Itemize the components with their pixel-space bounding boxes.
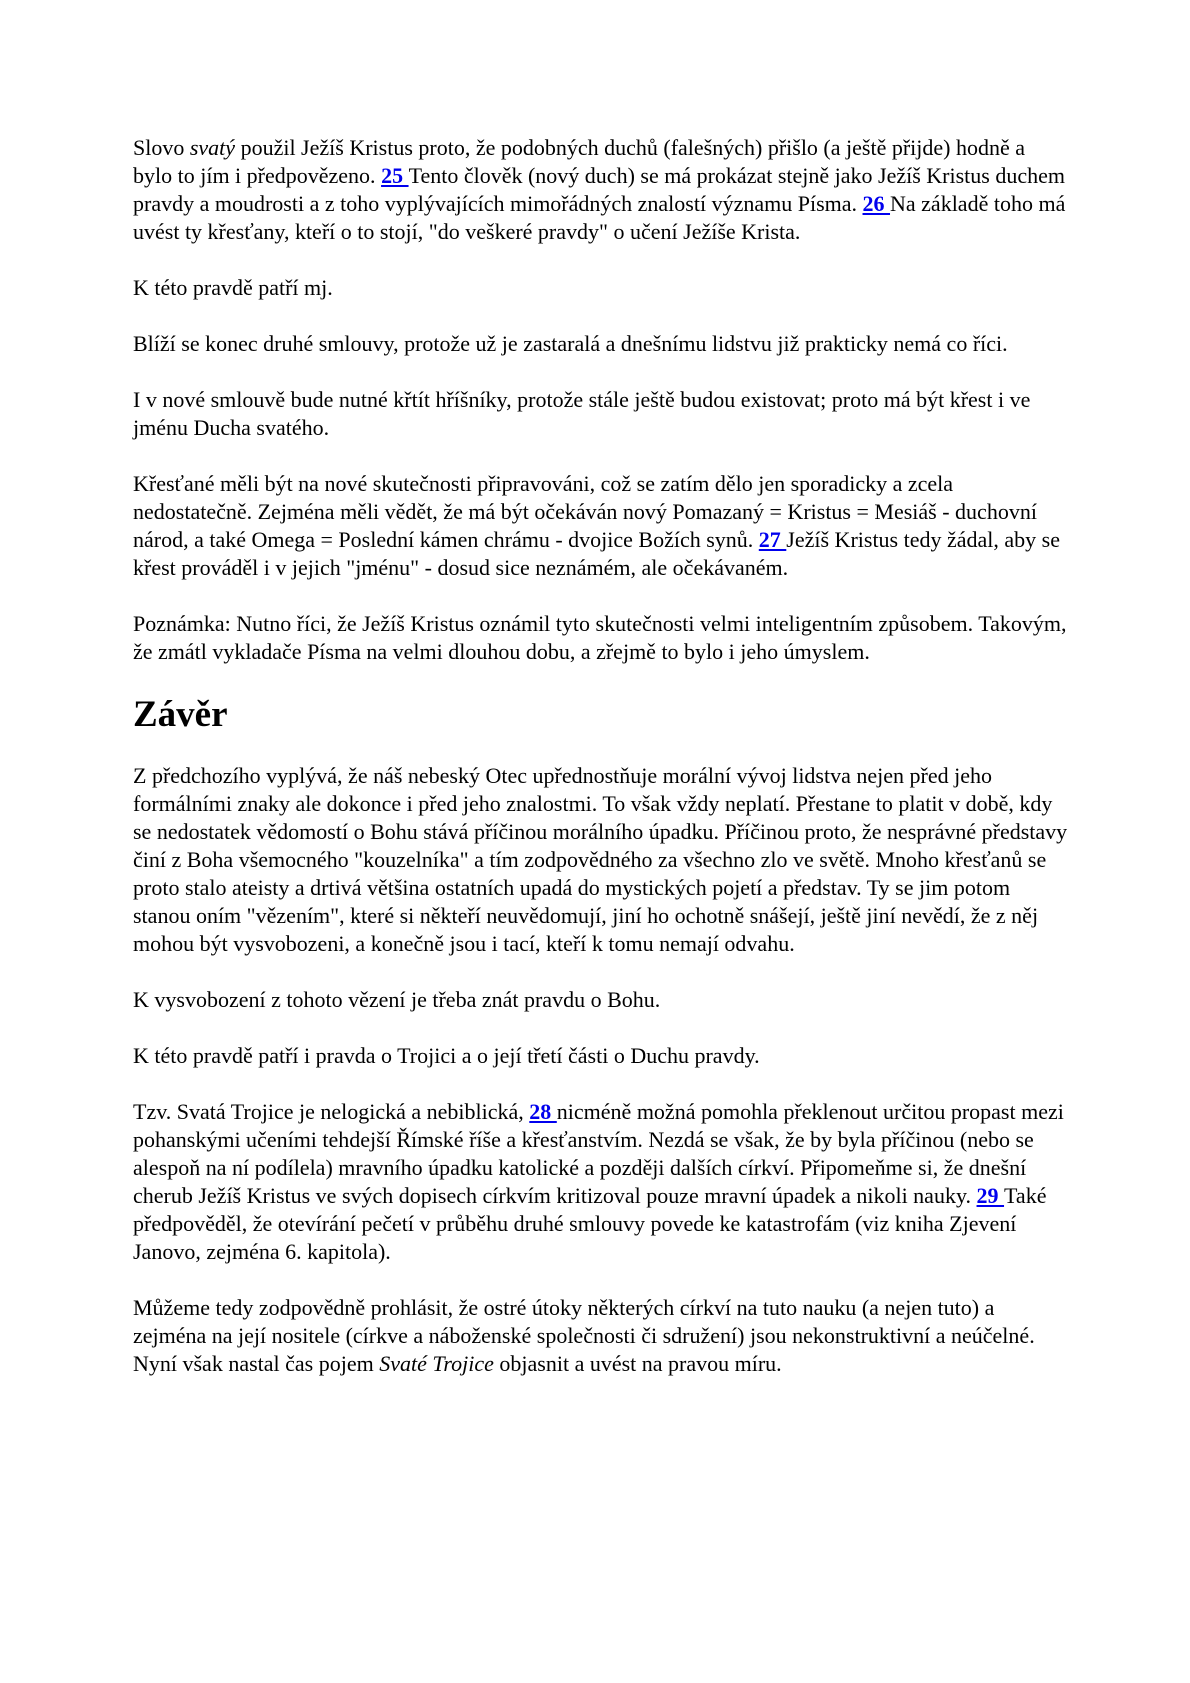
paragraph-slovo-svaty	[133, 134, 1068, 246]
paragraph-krestane-pripravovani	[133, 470, 1068, 582]
italic-run: Svaté Trojice	[379, 1351, 494, 1376]
text-run: objasnit a uvést na pravou míru.	[493, 1351, 782, 1376]
footnote-link-28[interactable]: 28	[529, 1099, 557, 1124]
text-run: K této pravdě patří i pravda o Trojici a o její třetí části o Duchu pravdy.	[133, 1043, 760, 1068]
text-run: Ježíš Kristus tedy žádal, aby se křest prováděl i v jejich "jménu" - dosud sice neznámém, ale očekávaném.	[133, 527, 1060, 580]
text-run: Můžeme tedy zodpovědně prohlásit, že ostré útoky některých církví na tuto nauku (a nejen tuto) a zejména na její nositele (církve a náboženské společnosti či sdružení) jsou nekonstruktivní a neúčelné. Nyní však nastal čas pojem	[133, 1295, 1035, 1376]
paragraph-k-teto-pravde	[133, 274, 1068, 302]
text-run: Poznámka: Nutno říci, že Ježíš Kristus oznámil tyto skutečnosti velmi inteligentním způsobem. Takovým, že zmátl vykladače Písma na velmi dlouhou dobu, a zřejmě to bylo i jeho úmyslem.	[133, 611, 1067, 664]
text-run: Z předchozího vyplývá, že náš nebeský Otec upřednostňuje morální vývoj lidstva nejen před jeho formálními znaky ale dokonce i před jeho znalostmi. To však vždy neplatí. Přestane to platit v době, kdy se nedostatek vědomostí o Bohu stává příčinou morálního úpadku. Příčinou proto, že nesprávné představy činí z Boha všemocného "kouzelníka" a tím zodpovědného za všechno zlo ve světě. Mnoho křesťanů se proto stalo ateisty a drtivá většina ostatních upadá do mystických pojetí a představ. Ty se jim potom stanou oním "vězením", které si někteří neuvědomují, jiní ho ochotně snášejí, ještě jiní nevědí, že z něj mohou být vysvobozeni, a konečně jsou i tací, kteří k tomu nemají odvahu.	[133, 763, 1068, 956]
text-run: použil Ježíš Kristus proto, že podobných duchů (falešných) přišlo (a ještě přijde) hodně a bylo to jím i předpovězeno.	[133, 135, 1026, 188]
paragraph-pravda-o-trojici	[133, 1042, 1068, 1070]
section-heading-zaver: Závěr	[133, 694, 228, 735]
paragraph-zaverecne-prohlaseni	[133, 1294, 1068, 1378]
footnote-link-25[interactable]: 25	[381, 163, 409, 188]
text-run: Slovo	[133, 135, 190, 160]
text-run: nicméně možná pomohla překlenout určitou propast mezi pohanskými učeními tehdejší Římské říše a křesťanstvím. Nezdá se však, že by byla příčinou (nebo se alespoň na ní podílela) mravního úpadku katolické a později dalších církví. Připomeňme si, že dnešní cherub Ježíš Kristus ve svých dopisech církvím kritizoval pouze mravní úpadek a nikoli nauky.	[133, 1099, 1064, 1208]
paragraph-konec-druhe-smlouvy	[133, 330, 1068, 358]
paragraph-svata-trojice	[133, 1098, 1068, 1266]
text-run: Tzv. Svatá Trojice je nelogická a nebiblická,	[133, 1099, 530, 1124]
text-run: Také předpověděl, že otevírání pečetí v průběhu druhé smlouvy povede ke katastrofám (viz kniha Zjevení Janovo, zejména 6. kapitola).	[133, 1183, 1047, 1264]
italic-run: svatý	[189, 135, 236, 160]
paragraph-vysvobozeni	[133, 986, 1068, 1014]
text-run: I v nové smlouvě bude nutné křtít hříšníky, protože stále ještě budou existovat; proto má být křest i ve jménu Ducha svatého.	[133, 387, 1031, 440]
footnote-link-27[interactable]: 27	[758, 527, 787, 552]
text-run: Křesťané měli být na nové skutečnosti připravováni, což se zatím dělo jen sporadicky a zcela nedostatečně. Zejména měli vědět, že má být očekáván nový Pomazaný = Kristus = Mesiáš - duchovní národ, a také Omega = Poslední kámen chrámu - dvojice Božích synů.	[133, 471, 1037, 552]
text-run: Tento člověk (nový duch) se má prokázat stejně jako Ježíš Kristus duchem pravdy a moudrosti a z toho vyplývajících mimořádných znalostí významu Písma.	[133, 163, 1065, 216]
text-run: Blíží se konec druhé smlouvy, protože už je zastaralá a dnešnímu lidstvu již prakticky nemá co říci.	[133, 331, 1008, 356]
text-run: Na základě toho má uvést ty křesťany, kteří o to stojí, "do veškeré pravdy" o učení Ježíše Krista.	[133, 191, 1066, 244]
paragraph-poznamka	[133, 610, 1068, 666]
paragraph-nova-smlouva-krest	[133, 386, 1068, 442]
paragraph-zaver-uvod	[133, 762, 1068, 958]
text-run: K vysvobození z tohoto vězení je třeba znát pravdu o Bohu.	[133, 987, 661, 1012]
text-run: K této pravdě patří mj.	[133, 275, 333, 300]
footnote-link-29[interactable]: 29	[976, 1183, 1005, 1208]
footnote-link-26[interactable]: 26	[862, 191, 891, 216]
